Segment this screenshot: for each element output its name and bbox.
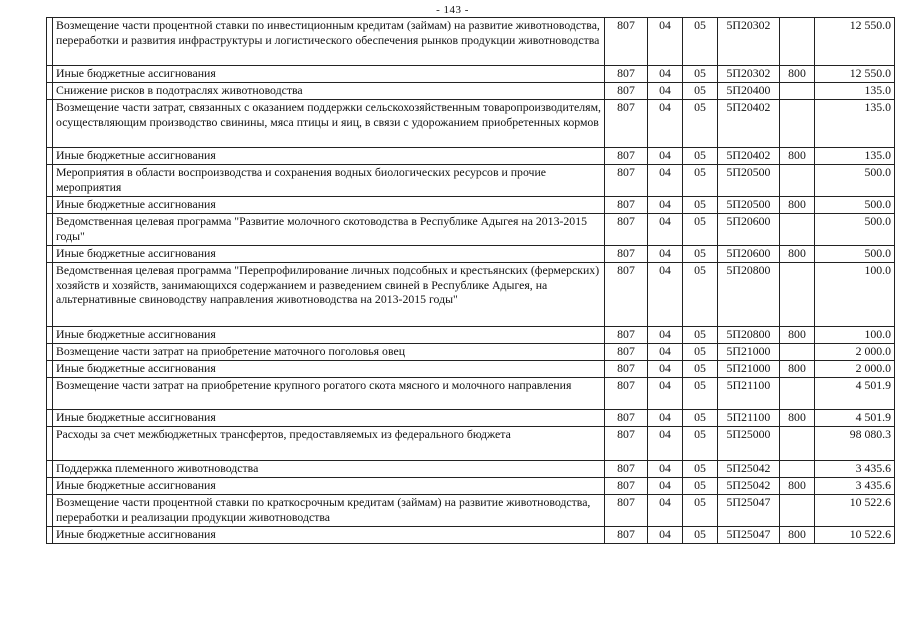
table-row bbox=[47, 461, 895, 478]
ministry-code-cell: 807 bbox=[605, 246, 648, 263]
ministry-code-cell: 807 bbox=[605, 461, 648, 478]
table-row bbox=[47, 527, 895, 544]
amount-cell: 12 550.0 bbox=[815, 18, 895, 66]
subsection-code-cell: 05 bbox=[683, 148, 718, 165]
row-name-cell: Возмещение части затрат на приобретение маточного поголовья овец bbox=[53, 344, 605, 361]
section-code-cell: 04 bbox=[648, 18, 683, 66]
target-article-cell: 5П25047 bbox=[718, 527, 780, 544]
ministry-code-cell: 807 bbox=[605, 197, 648, 214]
subsection-code-cell: 05 bbox=[683, 427, 718, 461]
target-article-cell: 5П25042 bbox=[718, 461, 780, 478]
ministry-code-cell: 807 bbox=[605, 527, 648, 544]
row-name-cell: Иные бюджетные ассигнования bbox=[53, 327, 605, 344]
section-code-cell: 04 bbox=[648, 327, 683, 344]
ministry-code-cell: 807 bbox=[605, 148, 648, 165]
subsection-code-cell: 05 bbox=[683, 344, 718, 361]
table-row bbox=[47, 361, 895, 378]
target-article-cell: 5П25047 bbox=[718, 495, 780, 527]
expense-type-cell bbox=[780, 100, 815, 148]
row-name-cell: Возмещение части затрат на приобретение крупного рогатого скота мясного и молочного направления bbox=[53, 378, 605, 410]
ministry-code-cell: 807 bbox=[605, 18, 648, 66]
table-row bbox=[47, 148, 895, 165]
section-code-cell: 04 bbox=[648, 263, 683, 327]
ministry-code-cell: 807 bbox=[605, 100, 648, 148]
section-code-cell: 04 bbox=[648, 197, 683, 214]
ministry-code-cell: 807 bbox=[605, 478, 648, 495]
table-row bbox=[47, 165, 895, 197]
expense-type-cell: 800 bbox=[780, 361, 815, 378]
section-code-cell: 04 bbox=[648, 165, 683, 197]
section-code-cell: 04 bbox=[648, 410, 683, 427]
expense-type-cell: 800 bbox=[780, 246, 815, 263]
expense-type-cell: 800 bbox=[780, 478, 815, 495]
expense-type-cell bbox=[780, 378, 815, 410]
amount-cell: 2 000.0 bbox=[815, 361, 895, 378]
expense-type-cell: 800 bbox=[780, 410, 815, 427]
subsection-code-cell: 05 bbox=[683, 197, 718, 214]
amount-cell: 4 501.9 bbox=[815, 410, 895, 427]
row-name-cell: Иные бюджетные ассигнования bbox=[53, 527, 605, 544]
expense-type-cell bbox=[780, 495, 815, 527]
expense-type-cell: 800 bbox=[780, 148, 815, 165]
table-row bbox=[47, 66, 895, 83]
table-row bbox=[47, 246, 895, 263]
ministry-code-cell: 807 bbox=[605, 495, 648, 527]
expense-type-cell: 800 bbox=[780, 527, 815, 544]
section-code-cell: 04 bbox=[648, 246, 683, 263]
section-code-cell: 04 bbox=[648, 495, 683, 527]
subsection-code-cell: 05 bbox=[683, 83, 718, 100]
subsection-code-cell: 05 bbox=[683, 66, 718, 83]
amount-cell: 10 522.6 bbox=[815, 495, 895, 527]
target-article-cell: 5П20402 bbox=[718, 100, 780, 148]
row-name-cell: Возмещение части затрат, связанных с оказанием поддержки сельскохозяйственным товаропроизводителям, осуществляющим производство свинины, мяса птицы и яиц, в связи с удорожанием приобретенных кормов bbox=[53, 100, 605, 148]
ministry-code-cell: 807 bbox=[605, 165, 648, 197]
amount-cell: 4 501.9 bbox=[815, 378, 895, 410]
section-code-cell: 04 bbox=[648, 527, 683, 544]
amount-cell: 500.0 bbox=[815, 214, 895, 246]
amount-cell: 500.0 bbox=[815, 246, 895, 263]
target-article-cell: 5П20800 bbox=[718, 327, 780, 344]
target-article-cell: 5П20600 bbox=[718, 246, 780, 263]
section-code-cell: 04 bbox=[648, 344, 683, 361]
table-row bbox=[47, 378, 895, 410]
target-article-cell: 5П20400 bbox=[718, 83, 780, 100]
row-name-cell: Снижение рисков в подотраслях животноводства bbox=[53, 83, 605, 100]
section-code-cell: 04 bbox=[648, 427, 683, 461]
table-body bbox=[47, 18, 895, 544]
row-name-cell: Мероприятия в области воспроизводства и сохранения водных биологических ресурсов и прочие мероприятия bbox=[53, 165, 605, 197]
row-name-cell: Поддержка племенного животноводства bbox=[53, 461, 605, 478]
section-code-cell: 04 bbox=[648, 214, 683, 246]
amount-cell: 135.0 bbox=[815, 148, 895, 165]
target-article-cell: 5П21100 bbox=[718, 378, 780, 410]
expense-type-cell bbox=[780, 18, 815, 66]
subsection-code-cell: 05 bbox=[683, 378, 718, 410]
ministry-code-cell: 807 bbox=[605, 83, 648, 100]
row-name-cell: Иные бюджетные ассигнования bbox=[53, 410, 605, 427]
section-code-cell: 04 bbox=[648, 100, 683, 148]
table-row bbox=[47, 495, 895, 527]
row-name-cell: Иные бюджетные ассигнования bbox=[53, 148, 605, 165]
section-code-cell: 04 bbox=[648, 461, 683, 478]
section-code-cell: 04 bbox=[648, 148, 683, 165]
table-row bbox=[47, 83, 895, 100]
target-article-cell: 5П20500 bbox=[718, 197, 780, 214]
target-article-cell: 5П20800 bbox=[718, 263, 780, 327]
target-article-cell: 5П21100 bbox=[718, 410, 780, 427]
table-row bbox=[47, 214, 895, 246]
target-article-cell: 5П25000 bbox=[718, 427, 780, 461]
amount-cell: 3 435.6 bbox=[815, 461, 895, 478]
amount-cell: 98 080.3 bbox=[815, 427, 895, 461]
row-name-cell: Ведомственная целевая программа "Развитие молочного скотоводства в Республике Адыгея на 2013-2015 годы" bbox=[53, 214, 605, 246]
subsection-code-cell: 05 bbox=[683, 410, 718, 427]
amount-cell: 12 550.0 bbox=[815, 66, 895, 83]
ministry-code-cell: 807 bbox=[605, 410, 648, 427]
subsection-code-cell: 05 bbox=[683, 100, 718, 148]
subsection-code-cell: 05 bbox=[683, 361, 718, 378]
row-name-cell: Иные бюджетные ассигнования bbox=[53, 478, 605, 495]
table-row bbox=[47, 344, 895, 361]
subsection-code-cell: 05 bbox=[683, 527, 718, 544]
amount-cell: 135.0 bbox=[815, 100, 895, 148]
ministry-code-cell: 807 bbox=[605, 378, 648, 410]
ministry-code-cell: 807 bbox=[605, 427, 648, 461]
target-article-cell: 5П25042 bbox=[718, 478, 780, 495]
table-row bbox=[47, 197, 895, 214]
ministry-code-cell: 807 bbox=[605, 214, 648, 246]
amount-cell: 3 435.6 bbox=[815, 478, 895, 495]
subsection-code-cell: 05 bbox=[683, 495, 718, 527]
subsection-code-cell: 05 bbox=[683, 461, 718, 478]
subsection-code-cell: 05 bbox=[683, 478, 718, 495]
row-name-cell: Иные бюджетные ассигнования bbox=[53, 246, 605, 263]
subsection-code-cell: 05 bbox=[683, 18, 718, 66]
table-row bbox=[47, 18, 895, 66]
table-row bbox=[47, 327, 895, 344]
table-row bbox=[47, 410, 895, 427]
expense-type-cell bbox=[780, 263, 815, 327]
page-number: - 143 - bbox=[436, 4, 469, 16]
ministry-code-cell: 807 bbox=[605, 344, 648, 361]
ministry-code-cell: 807 bbox=[605, 361, 648, 378]
subsection-code-cell: 05 bbox=[683, 165, 718, 197]
row-name-cell: Ведомственная целевая программа "Перепрофилирование личных подсобных и крестьянских (фермерских) хозяйств и хозяйств, занимающихся содержанием и разведением свиней в Республике Адыгея, на альтернативные свиноводству направления животноводства на 2013-2015 годы" bbox=[53, 263, 605, 327]
expense-type-cell: 800 bbox=[780, 327, 815, 344]
row-name-cell: Иные бюджетные ассигнования bbox=[53, 66, 605, 83]
expense-type-cell bbox=[780, 427, 815, 461]
subsection-code-cell: 05 bbox=[683, 214, 718, 246]
target-article-cell: 5П20500 bbox=[718, 165, 780, 197]
subsection-code-cell: 05 bbox=[683, 327, 718, 344]
section-code-cell: 04 bbox=[648, 361, 683, 378]
section-code-cell: 04 bbox=[648, 66, 683, 83]
section-code-cell: 04 bbox=[648, 478, 683, 495]
row-name-cell: Возмещение части процентной ставки по краткосрочным кредитам (займам) на развитие животноводства, переработки и реализации продукции животноводства bbox=[53, 495, 605, 527]
expense-type-cell: 800 bbox=[780, 66, 815, 83]
amount-cell: 500.0 bbox=[815, 197, 895, 214]
table-row bbox=[47, 427, 895, 461]
target-article-cell: 5П20402 bbox=[718, 148, 780, 165]
expense-type-cell bbox=[780, 165, 815, 197]
target-article-cell: 5П20302 bbox=[718, 66, 780, 83]
target-article-cell: 5П21000 bbox=[718, 344, 780, 361]
row-name-cell: Расходы за счет межбюджетных трансфертов, предоставляемых из федерального бюджета bbox=[53, 427, 605, 461]
expense-type-cell bbox=[780, 461, 815, 478]
target-article-cell: 5П20302 bbox=[718, 18, 780, 66]
expense-type-cell bbox=[780, 83, 815, 100]
amount-cell: 10 522.6 bbox=[815, 527, 895, 544]
target-article-cell: 5П21000 bbox=[718, 361, 780, 378]
row-name-cell: Возмещение части процентной ставки по инвестиционным кредитам (займам) на развитие животноводства, переработки и развития инфраструктуры и логистического обеспечения рынков продукции животноводства bbox=[53, 18, 605, 66]
subsection-code-cell: 05 bbox=[683, 246, 718, 263]
amount-cell: 100.0 bbox=[815, 327, 895, 344]
table-row bbox=[47, 100, 895, 148]
table-row bbox=[47, 478, 895, 495]
section-code-cell: 04 bbox=[648, 378, 683, 410]
target-article-cell: 5П20600 bbox=[718, 214, 780, 246]
row-name-cell: Иные бюджетные ассигнования bbox=[53, 197, 605, 214]
budget-table bbox=[46, 17, 895, 544]
section-code-cell: 04 bbox=[648, 83, 683, 100]
amount-cell: 100.0 bbox=[815, 263, 895, 327]
table-row bbox=[47, 263, 895, 327]
amount-cell: 135.0 bbox=[815, 83, 895, 100]
amount-cell: 2 000.0 bbox=[815, 344, 895, 361]
expense-type-cell bbox=[780, 214, 815, 246]
ministry-code-cell: 807 bbox=[605, 66, 648, 83]
ministry-code-cell: 807 bbox=[605, 327, 648, 344]
expense-type-cell: 800 bbox=[780, 197, 815, 214]
row-name-cell: Иные бюджетные ассигнования bbox=[53, 361, 605, 378]
ministry-code-cell: 807 bbox=[605, 263, 648, 327]
expense-type-cell bbox=[780, 344, 815, 361]
amount-cell: 500.0 bbox=[815, 165, 895, 197]
subsection-code-cell: 05 bbox=[683, 263, 718, 327]
